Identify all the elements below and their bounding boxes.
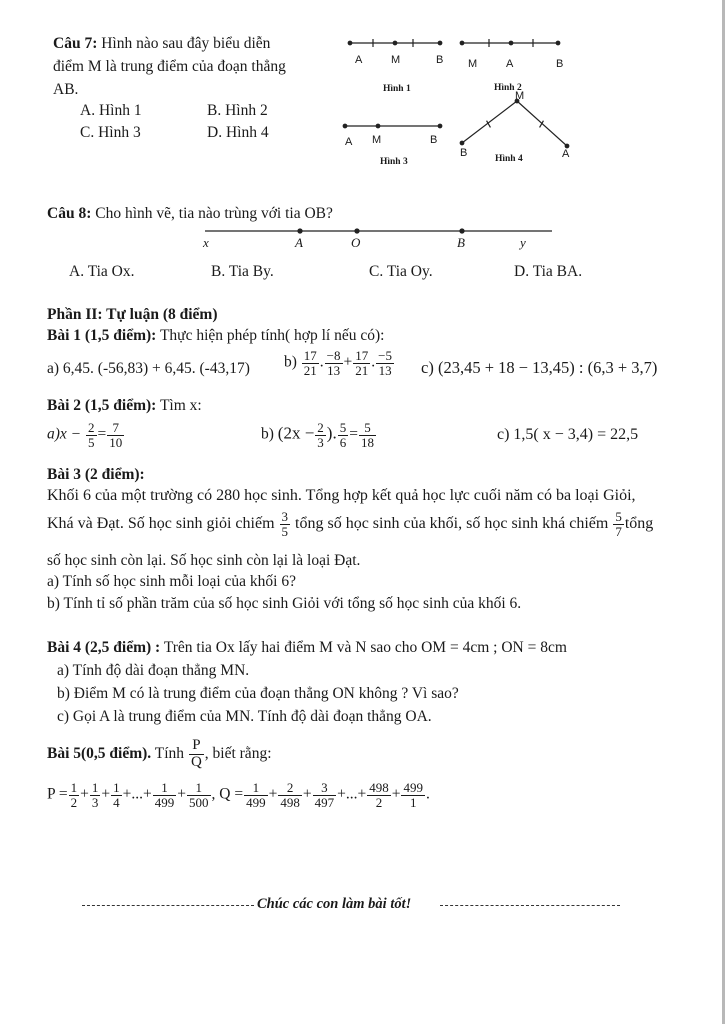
bai2-part-a: a)x − $\frac{2}{5}$ = $\frac{7}{10}$	[47, 420, 123, 450]
fig3-caption: Hình 3	[380, 157, 408, 167]
q7-option-d: D. Hình 4	[207, 124, 269, 141]
footer-dash-right	[440, 905, 620, 906]
q7-line1: Câu 7: Hình nào sau đây biểu diễn	[53, 35, 271, 52]
bai3-part-b: b) Tính tỉ số phần trăm của số học sinh Giỏi với tổng số học sinh của khối 6.	[47, 595, 522, 612]
bai3-line2: Khá và Đạt. Số học sinh giỏi chiếm $\frac{3}{5}$ tổng số học sinh của khối, số học sinh khá chiếm $\frac{5}{7}$ tổng	[47, 509, 654, 539]
bai1-part-b: b) $\frac{17}{21}$ . $\frac{-8}{13}$ + $\frac{17}{21}$ . $\frac{-5}{13}$	[284, 348, 392, 378]
q8-option-a: A. Tia Ox.	[69, 263, 135, 280]
bai4-part-c: c) Gọi A là trung điểm của MN. Tính độ dài đoạn thẳng OA.	[57, 708, 432, 725]
bai2-part-c: c) 1,5( x − 3,4) = 22,5	[497, 426, 639, 443]
q8-label-y: y	[520, 235, 526, 250]
q8-label-x: x	[203, 235, 209, 250]
q7-option-c: C. Hình 3	[80, 124, 141, 141]
fig2-label-a: A	[506, 58, 514, 70]
fig1-caption: Hình 1	[383, 84, 411, 94]
part2-title: Phần II: Tự luận (8 điểm)	[47, 306, 218, 323]
footer-message: Chúc các con làm bài tốt!	[257, 896, 412, 912]
fig4-label-a: A	[562, 148, 570, 160]
fig4-label-b: B	[460, 147, 468, 159]
bai3-line1: Khối 6 của một trường có 280 học sinh. Tổng hợp kết quả học lực cuối năm có ba loại Giỏi,	[47, 487, 636, 504]
figure-4	[460, 99, 569, 148]
footer-dash-left	[82, 905, 254, 906]
fig3-label-a: A	[345, 136, 353, 148]
q7-option-a: A. Hình 1	[80, 102, 142, 119]
fig1-label-b: B	[436, 54, 444, 66]
figure-3	[343, 124, 442, 128]
bai4-part-a: a) Tính độ dài đoạn thẳng MN.	[57, 662, 250, 679]
bai1-part-a: a) 6,45. (-56,83) + 6,45. (-43,17)	[47, 360, 250, 377]
bai3-title: Bài 3 (2 điểm):	[47, 466, 145, 483]
figure-2	[460, 39, 560, 47]
q7-line3: AB.	[53, 81, 79, 98]
q8-label-o: O	[351, 235, 361, 250]
q8-question: Câu 8: Cho hình vẽ, tia nào trùng với tia OB?	[47, 205, 333, 222]
bai5-heading: Bài 5(0,5 điểm). Tính $\frac{P}{Q}$ , biết rằng:	[47, 737, 272, 770]
fig3-label-b: B	[430, 134, 438, 146]
q8-label-b: B	[457, 235, 465, 250]
bai2-part-b: b) (2x − $\frac{2}{3}$ ). $\frac{5}{6}$ = $\frac{5}{18}$	[261, 420, 374, 450]
fig3-label-m: M	[372, 134, 382, 146]
q8-label-a: A	[295, 235, 303, 250]
bai1-part-c: c) (23,45 + 18 − 13,45) : (6,3 + 3,7)	[421, 358, 658, 377]
fig4-caption: Hình 4	[495, 154, 523, 164]
bai2-heading: Bài 2 (1,5 điểm): Tìm x:	[47, 397, 202, 414]
q7-option-b: B. Hình 2	[207, 102, 268, 119]
fig4-label-m: M	[515, 90, 525, 102]
ray-figure	[205, 229, 552, 233]
fig2-label-m: M	[468, 58, 478, 70]
bai3-line3: số học sinh còn lại. Số học sinh còn lại là loại Đạt.	[47, 552, 361, 569]
fig1-label-a: A	[355, 54, 363, 66]
fig2-caption: Hình 2	[494, 83, 522, 93]
q8-option-b: B. Tia By.	[211, 263, 274, 280]
fig1-label-m: M	[391, 54, 401, 66]
bai4-part-b: b) Điểm M có là trung điểm của đoạn thẳng ON không ? Vì sao?	[57, 685, 459, 702]
bai5-formula: P = $\frac{1}{2}$ + $\frac{1}{3}$ + $\frac{1}{4}$ +...+ $\frac{1}{499}$ + $\frac{1}{500}$ , Q = $\frac{1}{499}$ + $\frac{2}{498}$ + $\frac{3}{497}$ +...+ $\frac{498}{2}$ + $\frac{499}{1}$ .	[47, 780, 430, 810]
q8-option-c: C. Tia Oy.	[369, 263, 433, 280]
bai4-heading: Bài 4 (2,5 điểm) : Trên tia Ox lấy hai điểm M và N sao cho OM = 4cm ; ON = 8cm	[47, 639, 567, 656]
figure-1	[348, 39, 442, 47]
bai1-heading: Bài 1 (1,5 điểm): Thực hiện phép tính( hợp lí nếu có):	[47, 327, 385, 344]
fig2-label-b: B	[556, 58, 564, 70]
q7-line2: điểm M là trung điểm của đoạn thẳng	[53, 58, 286, 75]
q8-option-d: D. Tia BA.	[514, 263, 583, 280]
bai3-part-a: a) Tính số học sinh mỗi loại của khối 6?	[47, 573, 296, 590]
